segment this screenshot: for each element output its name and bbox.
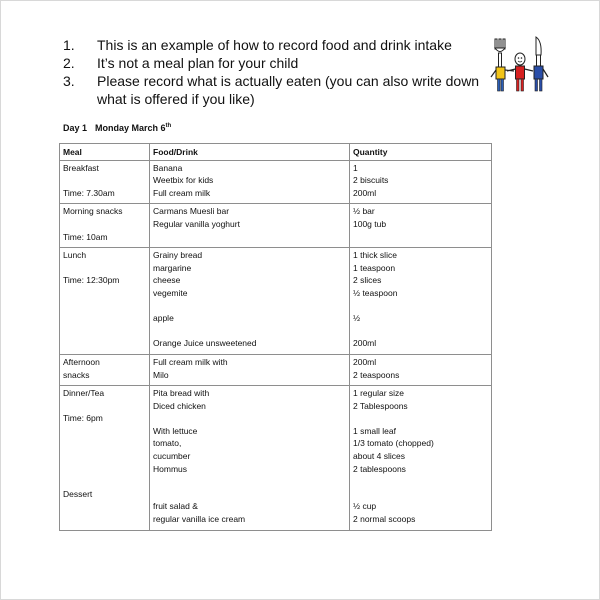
meal-cell [60, 248, 150, 355]
day-heading [63, 123, 171, 133]
table-row [60, 248, 492, 355]
quantity-item: 200ml [353, 187, 377, 198]
meal-time: Time: 6pm [63, 413, 103, 424]
header-food-drink: Food/Drink [150, 144, 350, 161]
quantity-item: 2 biscuits [353, 175, 389, 186]
food-cell [150, 160, 350, 204]
meal-name: Breakfast [63, 162, 99, 173]
table-header-row [60, 144, 492, 161]
quantity-item: 2 slices [353, 275, 382, 286]
instructions-list [63, 36, 483, 108]
table-row [60, 386, 492, 531]
table-row [60, 204, 492, 248]
table-row [60, 160, 492, 204]
quantity-item: 200ml [353, 338, 377, 349]
instruction-number: 3. [63, 73, 75, 89]
quantity-item: 2 tablespoons [353, 463, 406, 474]
quantity-item: about 4 slices [353, 451, 405, 462]
meal-name: snacks [63, 369, 90, 380]
quantity-item: 2 teaspoons [353, 369, 400, 380]
food-item: apple [153, 313, 174, 324]
food-cell [150, 248, 350, 355]
header-meal: Meal [60, 144, 150, 161]
food-item: Regular vanilla yoghurt [153, 218, 240, 229]
quantity-item: 200ml [353, 356, 377, 367]
quantity-cell [350, 386, 492, 531]
quantity-item: 1 thick slice [353, 250, 397, 261]
day-label: Day 1 [63, 123, 88, 133]
dessert-label: Dessert [63, 488, 93, 499]
instruction-text: This is an example of how to record food and drink intake [97, 37, 452, 53]
quantity-cell [350, 248, 492, 355]
quantity-item: ½ teaspoon [353, 287, 398, 298]
food-item: cheese [153, 275, 181, 286]
food-item: Weetbix for kids [153, 175, 214, 186]
food-cell [150, 204, 350, 248]
quantity-item: 1 regular size [353, 388, 405, 399]
instruction-item [63, 72, 483, 108]
food-intake-table [59, 143, 492, 531]
food-item: Orange Juice unsweetened [153, 338, 257, 349]
food-item: vegemite [153, 287, 188, 298]
food-item: Diced chicken [153, 400, 206, 411]
food-item: Full cream milk [153, 187, 211, 198]
food-item: Full cream milk with [153, 356, 228, 367]
instruction-item [63, 36, 483, 54]
food-item: fruit salad & [153, 501, 198, 512]
meal-cell [60, 386, 150, 531]
meal-name: Lunch [63, 250, 87, 261]
quantity-item: ½ cup [353, 501, 377, 512]
quantity-item: ½ bar [353, 206, 375, 217]
day-date: Monday March 6 [95, 123, 166, 133]
food-item: margarine [153, 262, 192, 273]
food-cell [150, 354, 350, 385]
meal-name: Afternoon [63, 356, 100, 367]
quantity-item: 1 small leaf [353, 425, 396, 436]
food-item: Pita bread with [153, 388, 210, 399]
food-item: With lettuce [153, 425, 198, 436]
meal-time: Time: 7.30am [63, 187, 115, 198]
instruction-text: It’s not a meal plan for your child [97, 55, 299, 71]
food-item: Grainy bread [153, 250, 203, 261]
food-item: Hommus [153, 463, 188, 474]
instruction-number: 1. [63, 37, 75, 53]
meal-name: Morning snacks [63, 206, 123, 217]
instruction-text: Please record what is actually eaten (you can also write down what is offered if you like) [97, 73, 480, 107]
instruction-number: 2. [63, 55, 75, 71]
food-item: tomato, [153, 438, 182, 449]
day-date-suffix: th [165, 123, 172, 129]
quantity-item: 100g tub [353, 218, 387, 229]
meal-cell [60, 204, 150, 248]
food-item: cucumber [153, 451, 191, 462]
food-item: Milo [153, 369, 169, 380]
quantity-cell [350, 204, 492, 248]
table-row [60, 354, 492, 385]
meal-cell [60, 354, 150, 385]
food-item: Carmans Muesli bar [153, 206, 230, 217]
instruction-item [63, 54, 483, 72]
quantity-cell [350, 160, 492, 204]
quantity-cell [350, 354, 492, 385]
quantity-item: ½ [353, 313, 361, 324]
quantity-item: 1/3 tomato (chopped) [353, 438, 434, 449]
quantity-item: 2 Tablespoons [353, 400, 408, 411]
food-item: regular vanilla ice cream [153, 514, 246, 525]
food-item: Banana [153, 162, 183, 173]
meal-name: Dinner/Tea [63, 388, 105, 399]
quantity-item: 2 normal scoops [353, 514, 416, 525]
food-cell [150, 386, 350, 531]
quantity-item: 1 [353, 162, 358, 173]
meal-cell [60, 160, 150, 204]
knife-fork-spoon-people-icon [489, 33, 551, 95]
header-quantity: Quantity [350, 144, 492, 161]
quantity-item: 1 teaspoon [353, 262, 396, 273]
meal-time: Time: 10am [63, 231, 108, 242]
meal-time: Time: 12:30pm [63, 275, 120, 286]
